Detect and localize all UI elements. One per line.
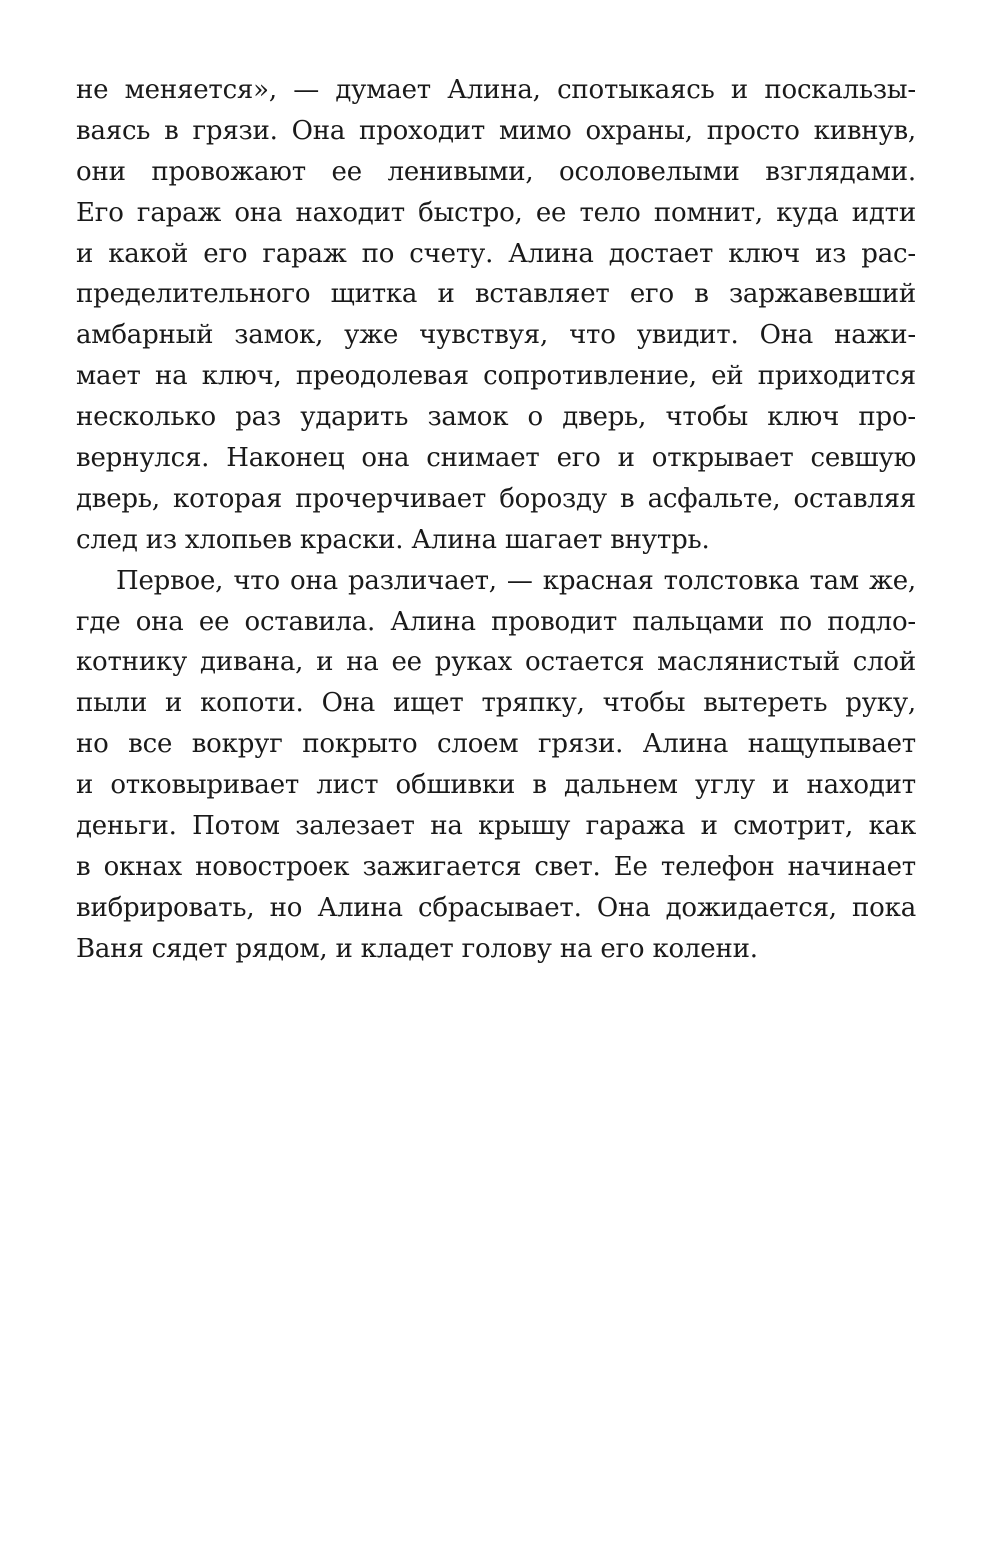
text-line: Его гараж она находит быстро, ее тело помнит, куда идти xyxy=(76,197,916,228)
text-line: амбарный замок, уже чувствуя, что увидит. Она нажи- xyxy=(76,320,916,351)
text-line: но все вокруг покрыто слоем грязи. Алина нащупывает xyxy=(76,729,916,760)
text-line: дверь, которая прочерчивает борозду в асфальте, оставляя xyxy=(76,483,916,514)
text-line: в окнах новостроек зажигается свет. Ее телефон начинает xyxy=(76,851,916,882)
text-line: где она ее оставила. Алина проводит пальцами по подло- xyxy=(76,606,916,637)
text-line: мает на ключ, преодолевая сопротивление, ей приходится xyxy=(76,361,916,392)
text-line: пыли и копоти. Она ищет тряпку, чтобы вытереть руку, xyxy=(76,688,916,719)
text-line: вибрировать, но Алина сбрасывает. Она дожидается, пока xyxy=(76,892,916,923)
text-line: деньги. Потом залезает на крышу гаража и смотрит, как xyxy=(76,811,916,842)
text-line: Первое, что она различает, — красная толстовка там же, xyxy=(116,565,916,596)
paragraph xyxy=(76,70,916,561)
text-line: они провожают ее ленивыми, осоловелыми взглядами. xyxy=(76,156,916,187)
text-line: и какой его гараж по счету. Алина достает ключ из рас- xyxy=(76,238,916,269)
text-line: несколько раз ударить замок о дверь, чтобы ключ про- xyxy=(76,402,916,433)
text-line: пределительного щитка и вставляет его в заржавевший xyxy=(76,279,916,310)
text-line: котнику дивана, и на ее руках остается маслянистый слой xyxy=(76,647,916,678)
text-line: и отковыривает лист обшивки в дальнем углу и находит xyxy=(76,770,916,801)
text-line: след из хлопьев краски. Алина шагает внутрь. xyxy=(76,524,710,555)
body-text xyxy=(76,70,916,970)
text-line: не меняется», — думает Алина, спотыкаясь и поскальзы- xyxy=(76,75,916,105)
text-line: ваясь в грязи. Она проходит мимо охраны, просто кивнув, xyxy=(76,115,916,146)
text-line: Ваня сядет рядом, и кладет голову на его колени. xyxy=(76,933,758,964)
paragraph xyxy=(76,561,916,970)
text-line: вернулся. Наконец она снимает его и открывает севшую xyxy=(76,443,916,474)
